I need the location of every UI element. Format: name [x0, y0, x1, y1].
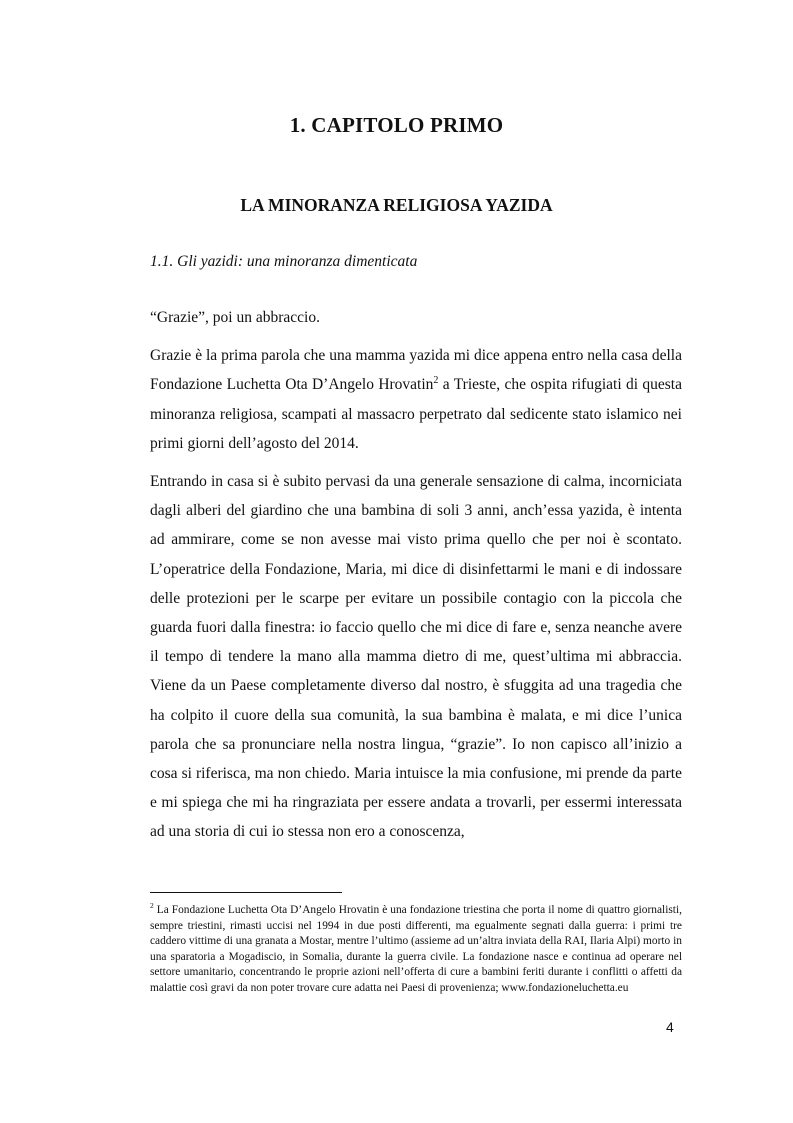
body-text	[150, 303, 682, 847]
footnote-divider	[150, 892, 342, 893]
footnote-reference: 2	[433, 375, 439, 387]
paragraph-2-part-2: a Trieste, che ospita rifugiati di questa minoranza religiosa, scampati al massacro perpetrato dal sedicente stato islamico nei primi giorni dell’agosto del 2014.	[150, 376, 682, 452]
paragraph-1: “Grazie”, poi un abbraccio.	[150, 309, 320, 326]
footnote	[150, 903, 682, 997]
paragraph-2-part-1: Grazie è la prima parola che una mamma yazida mi dice appena entro nella casa della Fondazione Luchetta Ota D’Angelo Hrovatin	[150, 347, 682, 394]
section-title: LA MINORANZA RELIGIOSA YAZIDA	[240, 195, 553, 215]
chapter-title: 1. CAPITOLO PRIMO	[289, 113, 504, 137]
page-number: 4	[666, 1019, 674, 1035]
paragraph-3: Entrando in casa si è subito pervasi da una generale sensazione di calma, incorniciata dagli alberi del giardino che una bambina di soli 3 anni, anch’essa yazida, è intenta ad ammirare, come se non avesse mai visto prima quello che per noi è scontato. L’operatrice della Fondazione, Maria, mi dice di disinfettarmi le mani e di indossare delle protezioni per le scarpe per evitare un possibile contagio con la piccola che guarda fuori dalla finestra: io faccio quello che mi dice di fare e, senza neanche avere il tempo di tendere la mano alla mamma dietro di me, quest’ultima mi abbraccia. Viene da un Paese completamente diverso dal nostro, è sfuggita ad una tragedia che ha colpito il cuore della sua comunità, la sua bambina è malata, e mi dice l’unica parola che sa pronunciare nella nostra lingua, “grazie”. Io non capisco all’inizio a cosa si riferisca, ma non chiedo. Maria intuisce la mia confusione, mi prende da parte e mi spiega che mi ha ringraziata per essere andata a trovarli, per essermi interessata ad una storia di cui io stessa non ero a conoscenza,	[150, 473, 682, 841]
paragraph-2	[150, 341, 682, 458]
footnote-text: La Fondazione Luchetta Ota D’Angelo Hrovatin è una fondazione triestina che porta il nome di quattro giornalisti, sempre triestini, rimasti uccisi nel 1994 in due posti differenti, ma egualmente segnati dalla guerra: i primi tre caddero vittime di una granata a Mostar, mentre l’ultimo (assieme ad un’altra inviata della RAI, Ilaria Alpi) morto in una sparatoria a Mogadiscio, in Somalia, durante la guerra civile. La fondazione nasce e continua ad operare nel settore umanitario, concentrando le proprie azioni nell’offerta di cure a bambini feriti durante i conflitti o affetti da malattie così gravi da non poter trovare cure adatta nei Paesi di provenienza; www.fondazioneluchetta.eu	[150, 904, 682, 994]
subsection-title: 1.1. Gli yazidi: una minoranza dimenticata	[150, 253, 418, 270]
footnote-number: 2	[150, 901, 154, 911]
